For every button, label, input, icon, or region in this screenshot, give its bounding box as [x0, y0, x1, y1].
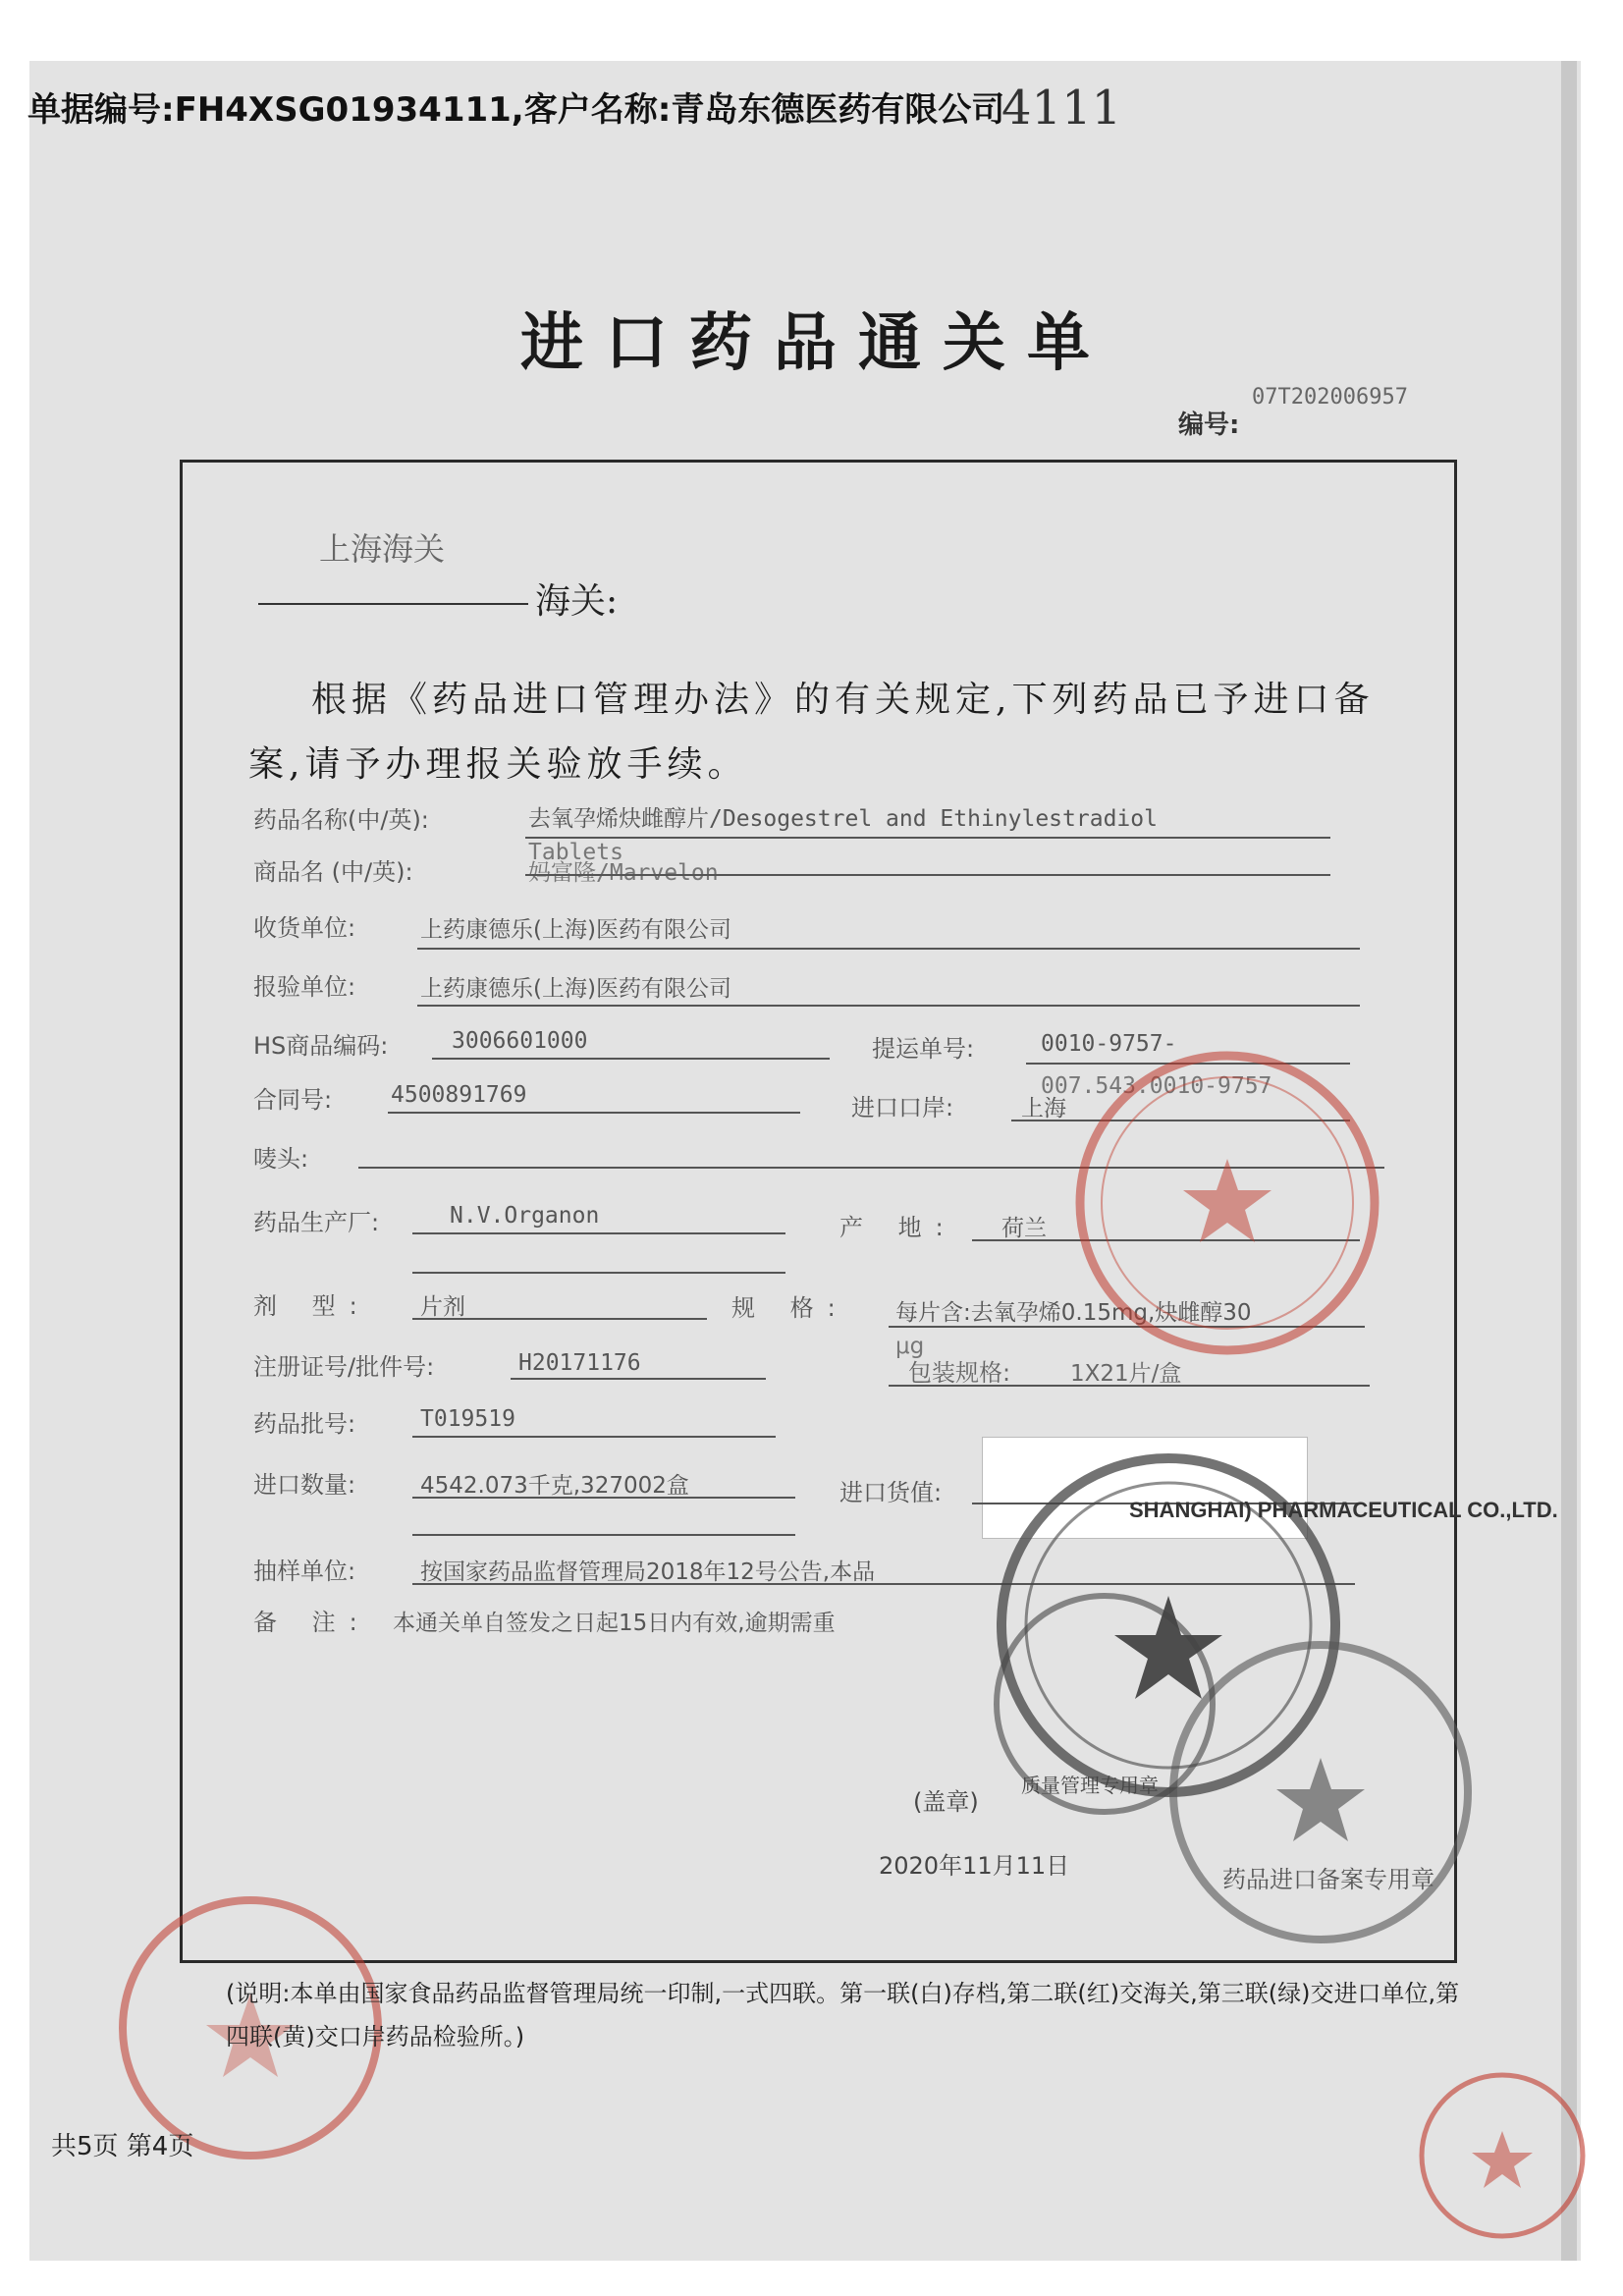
sign-date: 2020年11月11日 [879, 1852, 1070, 1880]
consignee-value: 上药康德乐(上海)医药有限公司 [420, 917, 731, 943]
spec-value: 每片含:去氧孕烯0.15mg,炔雌醇30 [895, 1300, 1252, 1326]
sampling-value: 按国家药品监督管理局2018年12号公告,本品 [420, 1559, 876, 1585]
inspection-unit-value: 上药康德乐(上海)医药有限公司 [420, 976, 731, 1002]
footer-note: (说明:本单由国家食品药品监督管理局统一印制,一式四联。第一联(白)存档,第二联(红)交海关,第三联(绿)交进口单位,第四联(黄)交口岸药品检验所。) [226, 1980, 1460, 2050]
batch-underline [412, 1436, 776, 1438]
manufacturer-underline-2 [412, 1272, 785, 1274]
quantity-label: 进口数量: [253, 1471, 356, 1499]
registration-label: 注册证号/批件号: [253, 1353, 435, 1381]
origin-value: 荷兰 [1001, 1216, 1047, 1241]
batch-label: 药品批号: [253, 1410, 356, 1438]
quantity-underline [412, 1497, 795, 1499]
intro-paragraph: 根据《药品进口管理办法》的有关规定,下列药品已予进口备案,请予办理报关验放手续。 [248, 680, 1375, 785]
port-label: 进口口岸: [851, 1094, 954, 1121]
mark-label: 唛头: [253, 1145, 309, 1173]
hs-code-underline [432, 1058, 830, 1060]
registration-underline [511, 1378, 766, 1380]
page-number: 共5页 第4页 [51, 2132, 194, 2161]
package-underline [889, 1385, 1370, 1387]
bill-no-value: 0010-9757- [1041, 1031, 1177, 1057]
registration-value: H20171176 [518, 1350, 641, 1376]
drug-name-value: 去氧孕烯炔雌醇片/Desogestrel and Ethinylestradiol [528, 806, 1158, 832]
document-header: 单据编号:FH4XSG01934111,客户名称:青岛东德医药有限公司 [27, 90, 1005, 130]
red-corner-stamp [1409, 2057, 1596, 2254]
customs-suffix: 海关: [535, 581, 619, 622]
hs-code-label: HS商品编码: [253, 1032, 389, 1060]
page-title: 进口药品通关单 [520, 306, 1111, 380]
dosage-form-underline [412, 1318, 707, 1320]
stamp-c-text: 质量管理专用章 [1021, 1776, 1159, 1797]
dosage-form-value: 片剂 [420, 1294, 465, 1320]
drug-name-underline [525, 837, 1330, 839]
value-label: 进口货值: [839, 1479, 943, 1506]
consignee-label: 收货单位: [253, 914, 356, 942]
batch-value: T019519 [420, 1406, 515, 1432]
package-label: 包装规格: [908, 1359, 1011, 1387]
sheet-edge [1561, 61, 1577, 2261]
drug-name-value-cont: Tablets [528, 840, 623, 865]
customs-blank-line [258, 603, 528, 605]
trade-name-underline [525, 874, 1330, 876]
quality-management-stamp [982, 1581, 1227, 1827]
trade-name-value: 妈富隆/Marvelon [528, 860, 719, 886]
remarks-label: 备 注: [253, 1609, 371, 1636]
sampling-label: 抽样单位: [253, 1558, 356, 1585]
quantity-underline-2 [412, 1534, 795, 1536]
port-value: 上海 [1021, 1096, 1066, 1121]
trade-name-label: 商品名 (中/英): [253, 858, 413, 886]
package-value: 1X21片/盒 [1070, 1361, 1182, 1387]
contract-underline [388, 1112, 800, 1114]
spec-label: 规 格: [731, 1294, 849, 1322]
inspection-unit-underline [417, 1005, 1360, 1007]
stamp-b-text: 药品进口备案专用章 [1222, 1867, 1434, 1893]
inspection-unit-label: 报验单位: [253, 973, 356, 1001]
contract-label: 合同号: [253, 1086, 333, 1114]
quantity-value: 4542.073千克,327002盒 [420, 1473, 689, 1499]
form-number-label: 编号: [1178, 410, 1240, 440]
dosage-form-label: 剂 型: [253, 1292, 371, 1320]
hs-code-value: 3006601000 [452, 1028, 588, 1054]
origin-label: 产 地: [839, 1214, 957, 1241]
consignee-underline [417, 948, 1360, 950]
drug-name-label: 药品名称(中/英): [253, 806, 429, 834]
contract-value: 4500891769 [391, 1082, 527, 1108]
handwritten-number: 4111 [1001, 81, 1122, 136]
remarks-value: 本通关单自签发之日起15日内有效,逾期需重 [393, 1611, 836, 1636]
spec-value-cont: μg [895, 1334, 925, 1359]
stamp-a-text: SHANGHAI) PHARMACEUTICAL CO.,LTD. [1129, 1498, 1558, 1522]
seal-label: (盖章) [913, 1788, 979, 1816]
form-number-value: 07T202006957 [1252, 385, 1408, 410]
bill-no-value-cont: 007.543.0010-9757 [1041, 1073, 1272, 1099]
bill-no-label: 提运单号: [872, 1035, 975, 1063]
manufacturer-label: 药品生产厂: [253, 1209, 380, 1236]
manufacturer-underline [412, 1232, 785, 1234]
manufacturer-value: N.V.Organon [450, 1203, 600, 1229]
red-company-stamp [1065, 1041, 1389, 1365]
customs-name-handwritten: 上海海关 [319, 530, 446, 568]
